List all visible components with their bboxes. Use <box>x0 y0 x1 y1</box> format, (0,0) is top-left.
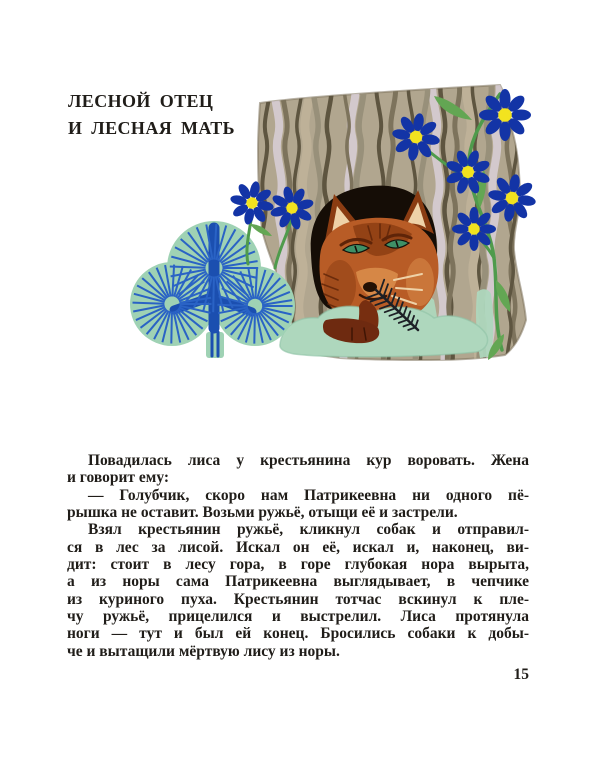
flower <box>479 89 531 141</box>
text-line: чу ружьё, прицелился и выстрелил. Лиса протянула <box>67 608 529 626</box>
text-line: дит: стоит в лесу гора, в горе глубокая нора вырыта, <box>67 556 529 574</box>
text-line: из куриного пуха. Крестьянин тотчас вскинул к пле- <box>67 590 529 608</box>
title-line-2: И ЛЕСНАЯ МАТЬ <box>68 117 235 138</box>
flower-center <box>498 108 512 122</box>
text-line: ся в лес за лисой. Искал он её, искал и, наконец, ви- <box>67 538 529 556</box>
text-line: Повадилась лиса у крестьянина кур воровать. Жена <box>88 452 529 469</box>
flower <box>452 207 496 251</box>
text-line: — Голубчик, скоро нам Патрикеевна ни одного пё- <box>88 486 529 504</box>
title-line-1: ЛЕСНОЙ ОТЕЦ <box>68 91 214 111</box>
text-line: Взял крестьянин ружьё, кликнул собак и отправил- <box>88 521 529 539</box>
fox-cheek-light <box>406 258 434 306</box>
story <box>67 452 529 660</box>
page-number: 15 <box>513 666 529 683</box>
text-line: ноги — тут и был ей конец. Бросились собаки к добы- <box>67 625 529 643</box>
text-line: а из норы сама Патрикеевна выглядывает, в чепчике <box>67 573 529 591</box>
text-line: и говорит ему: <box>67 469 170 487</box>
text-line: че и вытащили мёртвую лису из норы. <box>67 642 340 660</box>
flower-center <box>468 223 479 234</box>
illustration <box>128 76 552 368</box>
text-line: рышка не оставит. Возьми ружьё, отыщи её и застрели. <box>67 504 458 522</box>
